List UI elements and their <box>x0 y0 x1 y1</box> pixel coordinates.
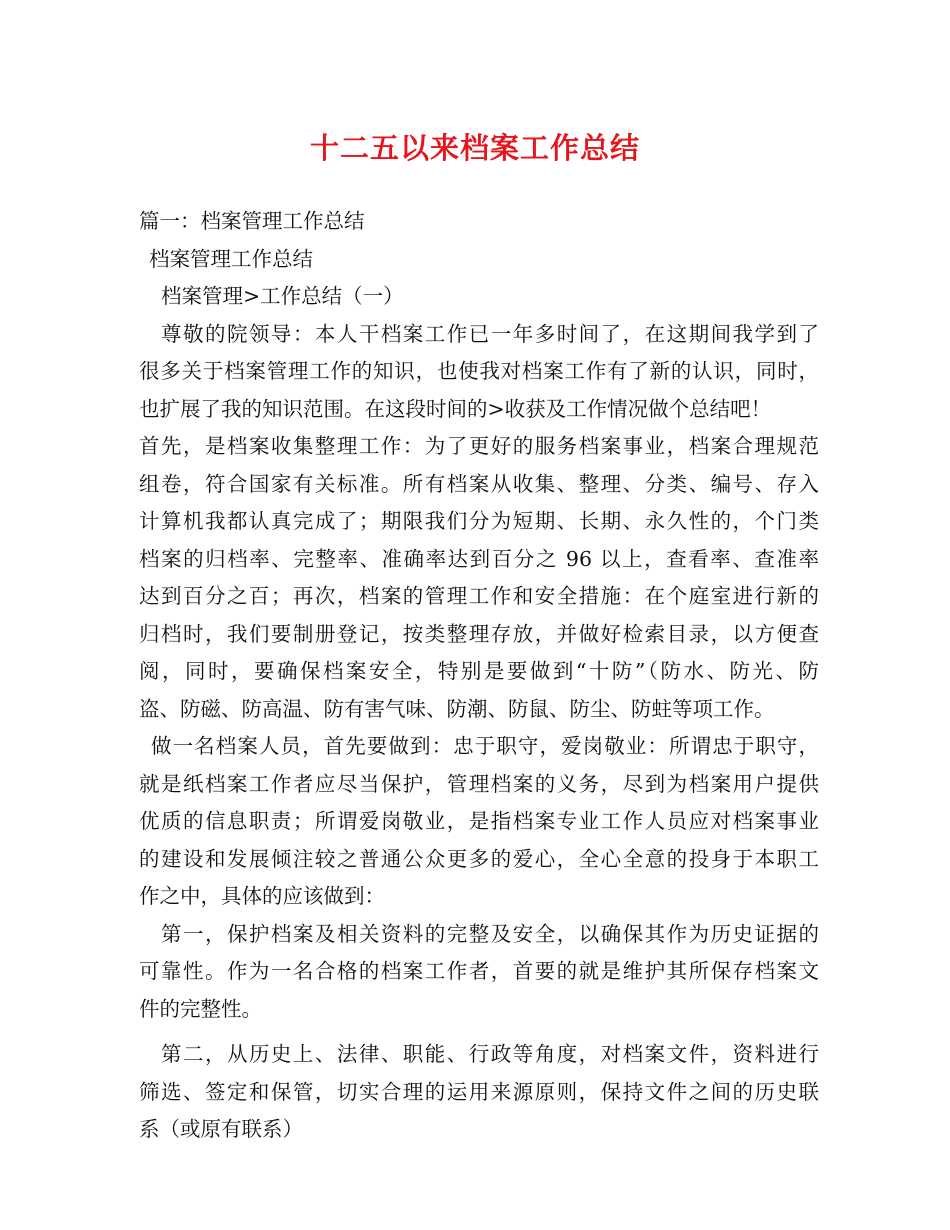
paragraph-line: 作之中，具体的应该做到： <box>139 884 385 908</box>
paragraph-line: 就是纸档案工作者应尽当保护，管理档案的义务，尽到为档案用户提供 <box>139 771 819 796</box>
paragraph-line: 件的完整性。 <box>139 996 262 1021</box>
document-title: 十二五以来档案工作总结 <box>309 131 640 165</box>
paragraph-line: 筛选、签定和保管，切实合理的运用来源原则，保持文件之间的历史联 <box>139 1079 819 1104</box>
paragraph-line: 可靠性。作为一名合格的档案工作者，首要的就是维护其所保存档案文 <box>139 959 819 983</box>
paragraph-line: 的建设和发展倾注较之普通公众更多的爱心，全心全意的投身于本职工 <box>139 846 819 871</box>
paragraph-line: 尊敬的院领导：本人干档案工作已一年多时间了，在这期间我学到了 <box>161 321 819 346</box>
paragraph-line: 盗、防磁、防高温、防有害气味、防潮、防鼠、防尘、防蛀等项工作。 <box>139 696 775 721</box>
paragraph-line: 第一，保护档案及相关资料的完整及安全，以确保其作为历史证据的 <box>161 921 819 946</box>
paragraph-line: 档案的归档率、完整率、准确率达到百分之 96 以上，查看率、查准率 <box>139 546 819 571</box>
document-body <box>139 203 819 1149</box>
paragraph-line: 系（或原有联系） <box>139 1117 303 1141</box>
paragraph-line: 第二，从历史上、法律、职能、行政等角度，对档案文件，资料进行 <box>161 1042 819 1066</box>
section-heading: 篇一：档案管理工作总结 <box>139 209 365 233</box>
paragraph-line: 很多关于档案管理工作的知识，也使我对档案工作有了新的认识，同时， <box>139 359 819 383</box>
subheading-part: 档案管理>工作总结（一） <box>161 284 404 308</box>
paragraph-line: 归档时，我们要制册登记，按类整理存放，并做好检索目录，以方便查 <box>139 621 819 646</box>
paragraph-line: 优质的信息职责；所谓爱岗敬业，是指档案专业工作人员应对档案事业 <box>139 809 819 833</box>
paragraph-line: 阅，同时，要确保档案安全，特别是要做到“十防”（防水、防光、防 <box>139 659 819 683</box>
paragraph-line: 计算机我都认真完成了；期限我们分为短期、长期、永久性的，个门类 <box>139 509 819 533</box>
paragraph-line: 首先，是档案收集整理工作：为了更好的服务档案事业，档案合理规范 <box>139 434 819 458</box>
paragraph-line: 达到百分之百；再次，档案的管理工作和安全措施：在个庭室进行新的 <box>139 584 819 608</box>
paragraph-line: 也扩展了我的知识范围。在这段时间的>收获及工作情况做个总结吧！ <box>139 396 772 421</box>
paragraph-line: 组卷，符合国家有关标准。所有档案从收集、整理、分类、编号、存入 <box>139 471 819 496</box>
paragraph-line: 做一名档案人员，首先要做到：忠于职守，爱岗敬业：所谓忠于职守， <box>151 734 819 758</box>
subheading: 档案管理工作总结 <box>149 246 313 271</box>
